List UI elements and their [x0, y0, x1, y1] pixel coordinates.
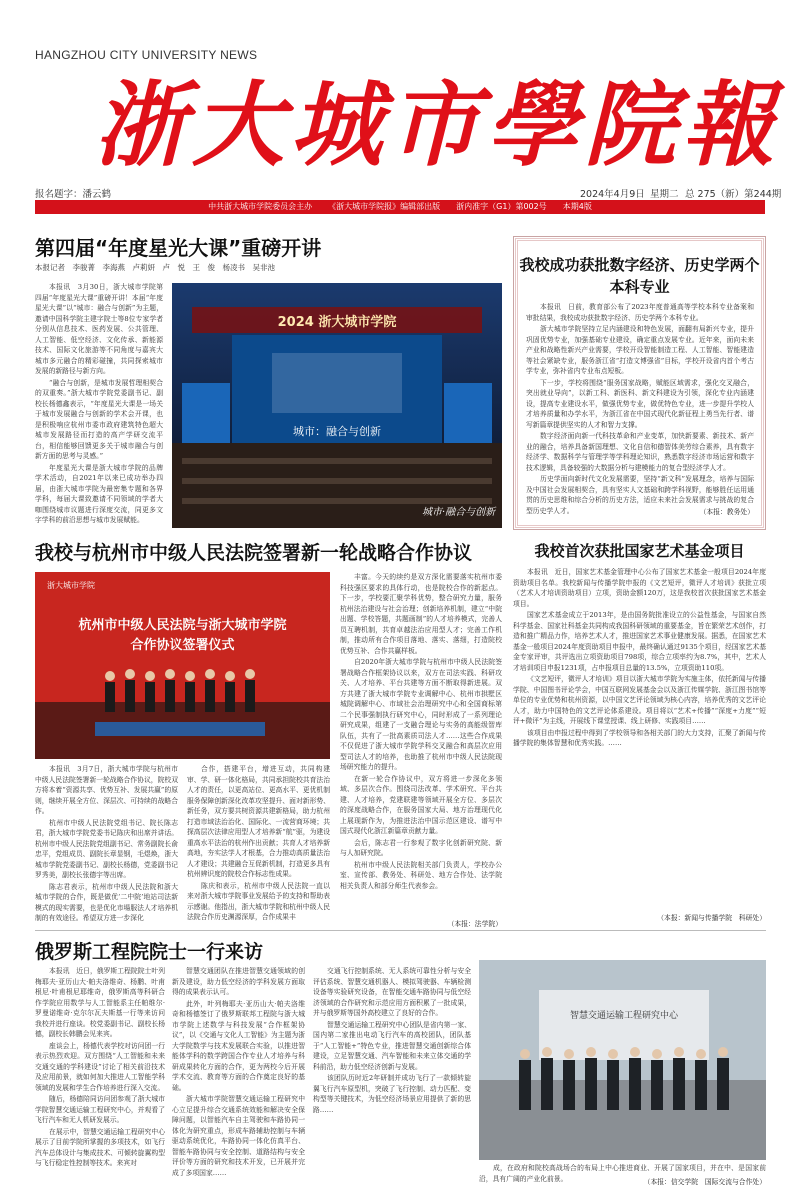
article-2-right-column: 丰富。今天的续约是双方深化需要落实杭州市委科技强区要求的具体行动，也是院校合作的新起点。下一步，学校要汇聚学科优势，整合研究力量，服务杭州法治建设与社会治理；创新培养机制，建立“中院出题、学校答题，共题画制”的人才培养模式，完善人员互聘机制，共育卓越法治应用型人才；完善工作机制，推动所有合作项目落地、落实、落细，打造院校优势互补、合作共赢样板。 自2020年浙大城市学院与杭州市中级人民法院签署战略合作框架协议以来，双方在司法实践、科研攻关、人才培养、平台共建等方面不断取得新进展。双方共建了浙大城市学院专业调解中心、杭州市拱墅区城院调解中心、市域社会治理研究中心和全国商标第二个民事强制执行研究中心，同时形成了一系列理论研究成果，组建了一支融合理论与实务的高能级智库队伍，共有了一批高素质司法人才……这些合作成果不仅促进了浙大城市学院学科交叉融合和高层次应用型司法人才的培养，也助推了杭州市中级人民法院现场研究能力的提升。 在新一轮合作协议中，双方将进一步深化多领域、多层次合作。围绕司法改革、学术研究、平台共建、人才培养，党建联建等领域开展全方位、多层次的深度战略合作，在服务国家大局、地方治理现代化上展现新作为，为推进法治中国示范区建设、谱写中国式现代化浙江新篇章贡献力量。 会后，陈志君一行参观了数字化创新研究院、新与人加研究院。 杭州市中级人民法院相关部门负责人，学校办公室、宣传部、教务处、科研处、地方合作处、法学院相关负责人和部分师生代表参会。	[340, 573, 502, 890]
article-5-title: 俄罗斯工程院院士一行来访	[35, 941, 264, 963]
masthead-english-title: HANGZHOU CITY UNIVERSITY NEWS	[35, 48, 258, 62]
photo-slogan: 城市·融合与创新	[422, 507, 496, 518]
article-2-left-column: 本报讯 3月7日，浙大城市学院与杭州市中级人民法院签署新一轮战略合作协议，院校双方将本着“资源共享、优势互补、发展共赢”的原则，继续开展全方位、深层次、可持续的战略合作。 杭州市中级人民法院党组书记、院长陈志君，浙大城市学院党委书记陈庆和出席并讲话。杭州市中级人民法院党组副书记、常务副院长俞忠平，党组成员、副院长章显钢，毛煜焕，浙大城市学院党委副书记、副校长杨德，党委副书记罗秀美，副校长张德宇等出席。 陈志君表示，杭州市中级人民法院和浙大城市学院的合作，既是做优‘二中院’地站司法新模式的现实需要，也是优化市場服法人才培养机制的有效途径。希望双方进一步深化	[35, 765, 178, 922]
photo-logo: 浙大城市学院	[47, 581, 95, 590]
issue-date: 2024年4月9日	[580, 189, 645, 200]
masthead-inscription: 报名题字：潘云鹤	[35, 189, 112, 200]
article-1-title: 第四届“年度星光大课”重磅开讲	[35, 236, 322, 260]
article-2-photo	[35, 572, 330, 759]
article-1-photo	[172, 283, 502, 528]
divider	[35, 930, 766, 931]
issue-weekday: 星期二	[650, 189, 679, 200]
publisher: 中共浙大城市学院委员会主办	[208, 202, 313, 211]
article-4-body: 本报讯 近日，国家艺术基金管理中心公布了国家艺术基金一般项目2024年度资助项目名单。我校新闻与传播学院申报的《文艺短评，微评人才培训》获批立项（艺术人才培训资助项目）立项，资助金额120万，这是我校首次获批国家艺术基金项目。 国家艺术基金成立于2013年，是由国务院批准设立的公益性基金，与国家自然科学基金、国家社科基金共同构成我国科研领域的重要基金，旨在繁荣艺术创作，打造和推广精品力作，培养艺术人才，推进国家艺术事业健康发展。据悉，在国家艺术基金一般项目2024年度资助项目申报中，最终确认通过9135个项目，经国家艺术基金专家评审，共评选出立项资助项目798项，综合立项率约为8.7%，其中，艺术人才培训项目申报1231项，占申报项目总量的13.5%，立项资助110项。 《文艺短评，微评人才培训》项目以浙大城市学院为实施主体，依托新闻与传播学院、中国图书评论学会，中国互联网发展基金会以及浙江传媒学院、浙江图书馆等单位的专业优势和杭州资源，以中国文艺评论领域为核心内容，培养优秀的文艺评论人才，助力中国特色的文艺评论体系建设。项目将以“艺术+传播”“深度+力度”“短评+微评”为主线，开展线下课堂授课、线上研修、实践项目…… 该项目由申报过程中得到了学校领导和各相关部门的大力支持，汇聚了新闻与传播学院的集体智慧和优秀实践。……	[513, 568, 766, 747]
article-3-title: 我校成功获批数字经济、历史学两个本科专业	[519, 256, 760, 296]
photo-sign-text: 智慧交通运输工程研究中心	[569, 1011, 678, 1021]
signing-ceremony-photo	[35, 572, 330, 759]
article-2-title: 我校与杭州市中级人民法院签署新一轮战略合作协议	[35, 542, 473, 564]
issue-number: 总 275（新）第244期	[685, 189, 782, 200]
photo-court-text: 杭州市中级人民法院与浙大城市学院	[78, 618, 287, 633]
article-1-authors: 本报记者 李骏菁 李海燕 卢莉妍 卢 悦 王 俊 杨凌书 吴非池	[35, 263, 275, 272]
article-2-mid-column: 合作，搭建平台，增进互动，共同构建审、学、研一体化格局，共同承担院校共育法治人才的责任，以更高站位、更高水平、更优机制服务保障创新深化改革攻坚提升、面对新形势、新任务，双方要共树资源共建新格局，助力杭州打造市域法治治化、国际化、一流营商环境；共探高层次法律应用型人才培养新“航”驱，为建设重高水平法治的杭州作出贡献；共育人才培养新高地，夯实法学人才根基，合力推动高质量法治人才建设；共建融合互促新机制，打造更多具有杭州辨识度的院校合作标志性成果。 陈庆和表示，杭州市中级人民法院一直以来对浙大城市学院事业发展给予的支持和帮助表示感谢。他指出，浙大城市学院和杭州中级人民法院合作历史渊源深厚，合作成果丰	[187, 765, 330, 921]
article-5-photo	[479, 960, 766, 1160]
photo-stage-text: 城市：融合与创新	[293, 425, 381, 438]
article-4-source: （本报：新闻与传播学院 科研处）	[657, 914, 766, 922]
article-5-column-2: 智慧交通团队在推进智慧交通领域的创新及建设，助力低空经济的学科发展方面取得的成果表示认可。 此外，叶列梅耶夫·亚历山大·帕夫洛维奇和杨德签订了俄罗斯联邦工程院与浙大城市学院上述数学与科技发展“合作框架协议”，以《交通与文化人工智能》为主题为浙大学院数学与技术发展联合实验，以推进智能体学科的数学跨国合作专业人才培养与科研成果转化方面的合作，更为两校今后开展学术交流、教育等方面的合作奠定良好的基础。 浙大城市学院智慧交通运输工程研究中心立足提升综合交通系统效能和解决安全保障问题，以智能汽车自主驾驶和车路协同一体化为研究重点，形成车路辅助控制与车辆驱动系统优化，车路协同一体化仿真平台、智能车路协同与安全控制、道路结构与安全评价等方面的研究和技术开发，已开展并完成了多项国家……	[172, 967, 305, 1177]
article-4-title: 我校首次获批国家艺术基金项目	[534, 542, 745, 560]
photo-ceremony-text: 合作协议签署仪式	[130, 638, 235, 653]
article-2-source: （本报：法学院）	[447, 920, 502, 928]
article-3-source: （本报：教务处）	[699, 508, 754, 516]
photo-banner: 2024 浙大城市学院	[277, 315, 397, 330]
editor: 《浙大城市学院报》编辑部出版	[328, 202, 441, 211]
article-5-column-4: 交通飞行控制系统、无人系统可靠性分析与安全评估系统、智慧交通机器人、模拟驾驶器、车辆检测设备等实验研究设备，在智能交通车路协同与低空经济领域的合作研究和示范应用方面积累了一批成果，并与俄罗斯等国外高校建立了良好的合作。 智慧交通运输工程研究中心团队是省内第一家、国内第二家推出电动飞行汽车的高校团队，团队基于“人工智能+”特色专业，推进智慧交通创新综合体建设，立足智慧交通、汽车智能和未来立体交通的学科前沿，助力低空经济创新与发展。 该团队历时近2年研制并成功飞行了一款倾转旋翼飞行汽车原型机，突破了飞行控制、动力匹配、变构型等关键技术，为低空经济场景应用提供了新的思路……	[313, 967, 471, 1114]
article-5-source: （本报：信交学院 国际交流与合作处）	[643, 1178, 766, 1186]
license-number: 浙内准字（G1）第002号	[456, 202, 547, 211]
masthead-title: 浙大城市學院報	[94, 71, 781, 179]
article-5-column-1: 本报讯 近日，俄罗斯工程院院士叶列梅耶夫·亚历山大·帕夫洛维奇、杨鹏、叶甫根尼·叶甫根尼耶维奇，俄罗斯高等科研合作学院应用数学与人工智能系主任帕维尔·罗曼诺维奇·克尔尔瓦夫斯基一行等来访问我校并进行座谈。校党委副书记、副校长杨德，副校长韩鹏会见来宾。 座谈会上，杨德代表学校对访问团一行表示热烈欢迎。双方围绕“人工智能和未来交通交通的学科建设”讨论了相关前沿技术及应用前景，就如何加大推进人工智能学科领域的发展和学生合作培养进行深入交流。 随后，杨德陪同访问团参观了浙大城市学院智慧交通运输工程研究中心，并观看了飞行汽车和无人机研发展示。 在展示中，智慧交通运输工程研究中心展示了目前学院所掌握的多项技术，如飞行汽车总体设计与集成技术、可倾转旋翼构型与飞行稳定性控制等技术。来宾对	[35, 967, 165, 1167]
publication-info-bar	[35, 200, 765, 214]
article-1-body: 本报讯 3月30日，浙大城市学院第四届“年度星光大课”重磅开讲！本届“年度星光大课”以“城市：融合与创新”为主题，邀请中国科学院主建字院士等8位专家学者分别从信息技术、医药发展、公共管理、人工智能、低空经济、文化传承、新能源技术、国际文化旅游等不同角度与嘉宾大城市多元融合的精彩碰撞，共同探索城市发展的新路径与新方向。 “融合与创新，是城市发展哲理相契合的双重奏。”浙大城市学院党委副书记、副校长杨德鑫表示，“年度星光大课是一场关于城市发展融合与创新的学术会开课，也是积极响应杭州市委市政府建筑特色超大城市发展路径而打造的高产学研交流平台，相信能够回馈更多关于城市融合与创新方面的思考与灵感。” 年度星光大课是浙大城市学院的品牌学术活动，自2021年以来已成功举办四届，由浙大城市学院为最密集专题和各界学科，每届大课致邀请不同领域的学者大咖围绕城市议题进行深度交流，同更多文字学科的前沿思想与城市发展赋能。	[35, 283, 163, 524]
article-5-column-5: 成，在政府和院校高战场合的布局上中心推进商业、开展了国家项目，并在中、是国家前沿，具有广阔的产业化前景。	[479, 1164, 766, 1183]
page-count: 本期4版	[562, 202, 592, 211]
group-photo	[479, 960, 766, 1160]
article-3-body: 本报讯 日前，教育部公布了2023年度普通高等学校本科专业备案和审批结果，我校成功获批数字经济、历史学两个本科专业。 浙大城市学院坚持立足内涵建设和特色发展，面翻有局新兴专业，提升巩固优势专业，加强基础专业建设，确定重点发展专业。近年来，面向未来产业和战略性新兴产业需要，学校开设智能制造工程、人工智能、智能建造等社会紧缺专业，服务浙江省“打造文博强省”目标，学校开设省内首个考古学专业，弥补省内专业布点短板。 下一步，学校将围绕“服务国家战略，赋能区域需求，强化交叉融合，突出就业导向”，以新工科、新医科、新文科建设为引领，深化专业内涵建设，提高专业建设水平，做强优势专业，做优特色专业，进一步提升学校人才培养质量和办学水平，为浙江省在中国式现代化新征程上勇当先行者、谱写新篇章提供坚实的人才和智力支撑。 数字经济面向新一代科技革命和产业变革，加快新要素、新技术、新产业的融合，培养具备新国理想、文化自信和德智体美劳综合素养，具有数字经济学、数据科学与管理学等学科理论知识，熟悉数字经济市场运营和数字技术逻辑，具备较强的大数据分析与建模能力的复合型经济学人才。 历史学面向新时代文化发展需要，坚持“新文科”发展理念，培养与国际及中国社会发展相契合，具有坚实人文基础和跨学科视野，能够胜任运用通贯的历史思维和综合分析的历史方法，适应未来社会发展需求与挑战的复合型历史学人才。	[526, 303, 754, 515]
